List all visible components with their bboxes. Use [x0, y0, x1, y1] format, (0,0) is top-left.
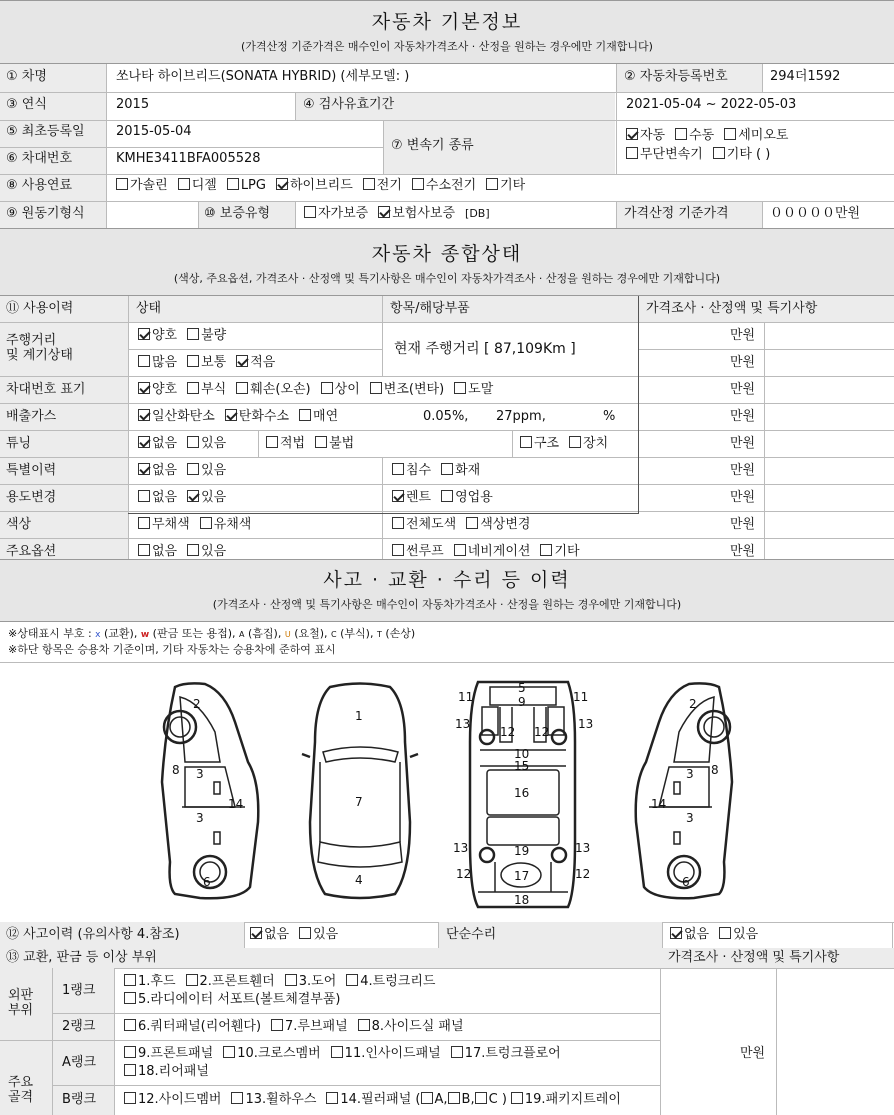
part-hood-checkbox[interactable]: 1.후드	[124, 974, 176, 989]
usage-rent-checkbox[interactable]: 렌트	[392, 490, 431, 505]
diagram-num: 4	[355, 873, 363, 887]
part-trunk-lid-checkbox[interactable]: 4.트렁크리드	[346, 974, 435, 989]
overall-status-title: 자동차 종합상태	[371, 243, 523, 265]
part-trunk-floor-checkbox[interactable]: 17.트렁크플로어	[451, 1046, 561, 1061]
color-parts-options	[392, 517, 530, 533]
fuel-label: ⑧ 사용연료	[6, 178, 73, 193]
trans-auto-checkbox[interactable]: 자동	[626, 128, 665, 143]
tuning-options	[138, 436, 226, 452]
tuning-structure-checkbox[interactable]: 구조	[520, 436, 559, 451]
special-label: 특별이력	[6, 463, 57, 478]
unit-label: 만원	[730, 382, 756, 397]
col-price-header: 가격조사 · 산정액 및 특기사항	[646, 301, 818, 316]
fuel-hybrid-checkbox[interactable]: 하이브리드	[276, 178, 353, 193]
fuel-options	[116, 178, 525, 194]
basic-info-title: 자동차 기본정보	[371, 11, 523, 33]
color-chromatic-checkbox[interactable]: 유채색	[200, 517, 252, 532]
diagram-num: 3	[686, 767, 694, 781]
unit-label: 만원	[730, 436, 756, 451]
warranty-options	[304, 206, 490, 222]
diagram-num: 14	[228, 797, 244, 811]
usage-yes-checkbox[interactable]: 있음	[187, 490, 226, 505]
rankA-items-row1	[124, 1046, 561, 1062]
rankB-label: B랭크	[62, 1092, 97, 1107]
basic-info-subtitle: (가격산정 기준가격은 매수인이 자동차가격조사 · 산정을 원하는 경우에만 기재합니다)	[241, 40, 653, 53]
diagram-num: 7	[355, 795, 363, 809]
special-parts-options	[392, 463, 480, 479]
rankA-price-unit: 만원	[740, 1046, 766, 1061]
fuel-electric-checkbox[interactable]: 전기	[363, 178, 402, 193]
vin-mark-erased-checkbox[interactable]: 도말	[454, 382, 493, 397]
vin-mark-label: 차대번호 표기	[6, 382, 86, 397]
pillar-b-checkbox[interactable]: B,	[448, 1092, 475, 1107]
warranty-self-checkbox[interactable]: 자가보증	[304, 206, 368, 221]
frame-label: 주요 골격	[8, 1075, 34, 1105]
fuel-other-checkbox[interactable]: 기타	[486, 178, 525, 193]
main-option-none-checkbox[interactable]: 없음	[138, 544, 177, 559]
navigation-checkbox[interactable]: 네비게이션	[454, 544, 531, 559]
vin-value: KMHE3411BFA005528	[116, 151, 261, 166]
tuning-legal-checkbox[interactable]: 적법	[266, 436, 305, 451]
model-value: 쏘나타 하이브리드(SONATA HYBRID) (세부모델: )	[116, 69, 410, 84]
price-label: 가격산정 기준가격	[624, 206, 729, 221]
transmission-options-row1	[626, 128, 798, 144]
mileage-current: 현재 주행거리 [ 87,109Km ]	[394, 341, 576, 357]
part-inside-panel-checkbox[interactable]: 11.인사이드패널	[331, 1046, 441, 1061]
label-bg	[0, 64, 106, 228]
vin-mark-altered-checkbox[interactable]: 변조(변타)	[370, 382, 444, 397]
tuning-parts-options	[520, 436, 608, 452]
diagram-num: 3	[196, 811, 204, 825]
mileage-low-checkbox[interactable]: 적음	[236, 355, 275, 370]
transmission-options-row2	[626, 147, 770, 163]
basic-info-header	[0, 0, 894, 64]
outer-panel-label: 외판 부위	[8, 988, 34, 1018]
diagram-num: 14	[651, 797, 667, 811]
main-option-yes-checkbox[interactable]: 있음	[187, 544, 226, 559]
reg-no-value: 294더1592	[770, 69, 841, 84]
unit-label: 만원	[730, 328, 756, 343]
accident-yes-checkbox[interactable]: 있음	[299, 927, 338, 942]
special-fire-checkbox[interactable]: 화재	[441, 463, 480, 478]
mileage-row2	[138, 355, 275, 371]
mileage-normal-checkbox[interactable]: 보통	[187, 355, 226, 370]
diagram-num: 6	[203, 875, 211, 889]
emission-smoke-unit: %	[603, 409, 616, 424]
legend-line: ※상태표시 부호 : x (교환), w (판금 또는 용접), A (흠집), U (요철), C (부식), T (손상)	[8, 627, 416, 640]
diagram-num: 19	[514, 844, 530, 858]
accident-header	[0, 559, 894, 622]
inspection-value: 2021-05-04 ~ 2022-05-03	[626, 97, 797, 112]
mileage-label: 주행거리 및 계기상태	[6, 333, 73, 363]
diagram-num: 3	[686, 811, 694, 825]
main-option-label: 주요옵션	[6, 544, 57, 559]
diagram-num: 18	[514, 893, 530, 907]
option-other-checkbox[interactable]: 기타	[540, 544, 579, 559]
diagram-num: 9	[518, 695, 526, 709]
accident-none-checkbox[interactable]: 없음	[250, 927, 289, 942]
inspection-label: ④ 검사유효기간	[303, 97, 395, 112]
diagram-num: 12	[575, 867, 591, 881]
first-reg-value: 2015-05-04	[116, 124, 192, 139]
usage-options	[138, 490, 226, 506]
trans-semiauto-checkbox[interactable]: 세미오토	[724, 128, 788, 143]
diagram-num: 2	[689, 697, 697, 711]
emission-co-checkbox[interactable]: 일산화탄소	[138, 409, 215, 424]
emission-hc-value: 27ppm,	[496, 409, 546, 424]
diagram-num: 11	[573, 690, 589, 704]
tuning-device-checkbox[interactable]: 장치	[569, 436, 608, 451]
diagram-num: 12	[534, 725, 550, 739]
part-door-checkbox[interactable]: 3.도어	[285, 974, 337, 989]
emission-options	[138, 409, 338, 425]
first-reg-label: ⑤ 최초등록일	[6, 124, 85, 139]
emission-smoke-checkbox[interactable]: 매연	[299, 409, 338, 424]
car-diagram	[0, 662, 894, 922]
unit-label: 만원	[730, 517, 756, 532]
reg-no-label: ② 자동차등록번호	[624, 69, 728, 84]
part-side-sill-checkbox[interactable]: 8.사이드실 패널	[358, 1019, 464, 1034]
mileage-bad-checkbox[interactable]: 불량	[187, 328, 226, 343]
vin-label: ⑥ 차대번호	[6, 151, 73, 166]
part-package-tray-checkbox[interactable]: 19.패키지트레이	[511, 1092, 621, 1107]
diagram-num: 13	[455, 717, 471, 731]
vin-mark-options	[138, 382, 493, 398]
diagram-num: 13	[575, 841, 591, 855]
exchange-label: ⑬ 교환, 판금 등 이상 부위	[6, 950, 157, 965]
col-item-header: 항목/해당부품	[390, 301, 470, 316]
warranty-note: [DB]	[465, 207, 490, 220]
overall-status-subtitle: (색상, 주요옵션, 가격조사 · 산정액 및 특기사항은 매수인이 자동차가격조사 · 산정을 원하는 경우에만 기재합니다)	[173, 272, 721, 285]
main-option-options	[138, 544, 226, 560]
year-label: ③ 연식	[6, 97, 47, 112]
mileage-good-checkbox[interactable]: 양호	[138, 328, 177, 343]
part-roof-panel-checkbox[interactable]: 7.루브패널	[271, 1019, 348, 1034]
warranty-label: ⑩ 보증유형	[204, 206, 271, 221]
part-pillar-panel-checkbox[interactable]: 14.필러패널 (	[326, 1092, 420, 1107]
diagram-num: 17	[514, 869, 530, 883]
vin-mark-differ-checkbox[interactable]: 상이	[321, 382, 360, 397]
fuel-gasoline-checkbox[interactable]: 가솔린	[116, 178, 168, 193]
emission-co-value: 0.05%,	[423, 409, 469, 424]
rank1-items-row1	[124, 974, 435, 990]
color-full-paint-checkbox[interactable]: 전체도색	[392, 517, 456, 532]
vin-mark-good-checkbox[interactable]: 양호	[138, 382, 177, 397]
usage-business-checkbox[interactable]: 영업용	[441, 490, 493, 505]
part-rear-panel-checkbox[interactable]: 18.리어패널	[124, 1064, 209, 1079]
engine-label: ⑨ 원동기형식	[6, 206, 85, 221]
overall-status-header	[0, 228, 894, 296]
diagram-num: 15	[514, 759, 530, 773]
simple-repair-label: 단순수리	[446, 927, 497, 942]
rank2-label: 2랭크	[62, 1019, 96, 1034]
part-quarter-panel-checkbox[interactable]: 6.쿼터패널(리어휀다)	[124, 1019, 261, 1034]
usage-none-checkbox[interactable]: 없음	[138, 490, 177, 505]
color-achromatic-checkbox[interactable]: 무채색	[138, 517, 190, 532]
unit-label: 만원	[730, 463, 756, 478]
diagram-num: 8	[711, 763, 719, 777]
tuning-illegal-checkbox[interactable]: 불법	[315, 436, 354, 451]
trans-manual-checkbox[interactable]: 수동	[675, 128, 714, 143]
diagram-num: 13	[453, 841, 469, 855]
tuning-none-checkbox[interactable]: 없음	[138, 436, 177, 451]
accident-subtitle: (가격조사 · 산정액 및 특기사항은 매수인이 자동차가격조사 · 산정을 원하는 경우에만 기재합니다)	[212, 598, 682, 611]
rank1-items-row2	[124, 992, 341, 1008]
simple-repair-none-checkbox[interactable]: 없음	[670, 927, 709, 942]
standard-note: ※하단 항목은 승용차 기준이며, 기타 자동차는 승용차에 준하여 표시	[8, 643, 336, 656]
accident-options	[250, 927, 338, 943]
main-option-parts	[392, 544, 580, 560]
mileage-high-checkbox[interactable]: 많음	[138, 355, 177, 370]
accident-title: 사고 · 교환 · 수리 등 이력	[323, 569, 571, 591]
diagram-num: 1	[355, 709, 363, 723]
fuel-diesel-checkbox[interactable]: 디젤	[178, 178, 217, 193]
warranty-insurer-checkbox[interactable]: 보험사보증	[378, 206, 455, 221]
vin-mark-damage-checkbox[interactable]: 훼손(오손)	[236, 382, 310, 397]
color-change-checkbox[interactable]: 색상변경	[466, 517, 530, 532]
simple-repair-yes-checkbox[interactable]: 있음	[719, 927, 758, 942]
tuning-legal-options	[266, 436, 354, 452]
price-value: ０００００만원	[770, 206, 861, 221]
color-label: 색상	[6, 517, 32, 532]
emission-hc-checkbox[interactable]: 탄화수소	[225, 409, 289, 424]
car-left-view	[162, 683, 258, 898]
exchange-price-col: 가격조사 · 산정액 및 특기사항	[668, 950, 840, 965]
special-yes-checkbox[interactable]: 있음	[187, 463, 226, 478]
trans-other-checkbox[interactable]: 기타 ( )	[713, 147, 771, 162]
part-cross-member-checkbox[interactable]: 10.크로스멤버	[223, 1046, 320, 1061]
col-status-header: 상태	[136, 301, 162, 316]
diagram-num: 3	[196, 767, 204, 781]
diagram-num: 8	[172, 763, 180, 777]
unit-label: 만원	[730, 409, 756, 424]
tuning-label: 튜닝	[6, 436, 32, 451]
rankA-label: A랭크	[62, 1055, 97, 1070]
emission-label: 배출가스	[6, 409, 57, 424]
trans-cvt-checkbox[interactable]: 무단변속기	[626, 147, 703, 162]
part-front-fender-checkbox[interactable]: 2.프론트휀더	[186, 974, 275, 989]
unit-label: 만원	[730, 355, 756, 370]
special-none-checkbox[interactable]: 없음	[138, 463, 177, 478]
fuel-lpg-checkbox[interactable]: LPG	[227, 178, 266, 193]
part-wheel-house-checkbox[interactable]: 13.휠하우스	[231, 1092, 316, 1107]
diagram-num: 12	[500, 725, 516, 739]
special-options	[138, 463, 226, 479]
part-radiator-support-checkbox[interactable]: 5.라디에이터 서포트(볼트체결부품)	[124, 992, 341, 1007]
rank1-label: 1랭크	[62, 983, 96, 998]
car-right-view	[636, 683, 732, 898]
diagram-num: 6	[682, 875, 690, 889]
rank2-items	[124, 1019, 464, 1035]
diagram-num: 11	[458, 690, 474, 704]
year-value: 2015	[116, 97, 150, 112]
part-side-member-checkbox[interactable]: 12.사이드멤버	[124, 1092, 221, 1107]
col-history-header: ⑪ 사용이력	[6, 301, 74, 316]
rankA-items-row2	[124, 1064, 209, 1080]
sunroof-checkbox[interactable]: 썬루프	[392, 544, 444, 559]
simple-repair-options	[670, 927, 758, 943]
vin-mark-corrosion-checkbox[interactable]: 부식	[187, 382, 226, 397]
usage-label: 용도변경	[6, 490, 57, 505]
fuel-hydrogen-checkbox[interactable]: 수소전기	[412, 178, 476, 193]
mileage-row1	[138, 328, 226, 344]
color-options	[138, 517, 251, 533]
diagram-num: 10	[514, 747, 530, 761]
pillar-c-checkbox[interactable]: C )	[475, 1092, 507, 1107]
tuning-yes-checkbox[interactable]: 있음	[187, 436, 226, 451]
usage-parts-options	[392, 490, 493, 506]
model-label: ① 차명	[6, 69, 47, 84]
rankB-items	[124, 1092, 621, 1108]
diagram-num: 16	[514, 786, 530, 800]
pillar-a-checkbox[interactable]: A,	[421, 1092, 448, 1107]
unit-label: 만원	[730, 544, 756, 559]
diagram-num: 12	[456, 867, 472, 881]
special-flood-checkbox[interactable]: 침수	[392, 463, 431, 478]
accident-history-label: ⑫ 사고이력 (유의사항 4.참조)	[6, 927, 180, 942]
part-front-panel-checkbox[interactable]: 9.프론트패널	[124, 1046, 213, 1061]
diagram-num: 5	[518, 681, 526, 695]
transmission-label: ⑦ 변속기 종류	[391, 138, 474, 153]
diagram-num: 2	[193, 697, 201, 711]
unit-label: 만원	[730, 490, 756, 505]
diagram-num: 13	[578, 717, 594, 731]
